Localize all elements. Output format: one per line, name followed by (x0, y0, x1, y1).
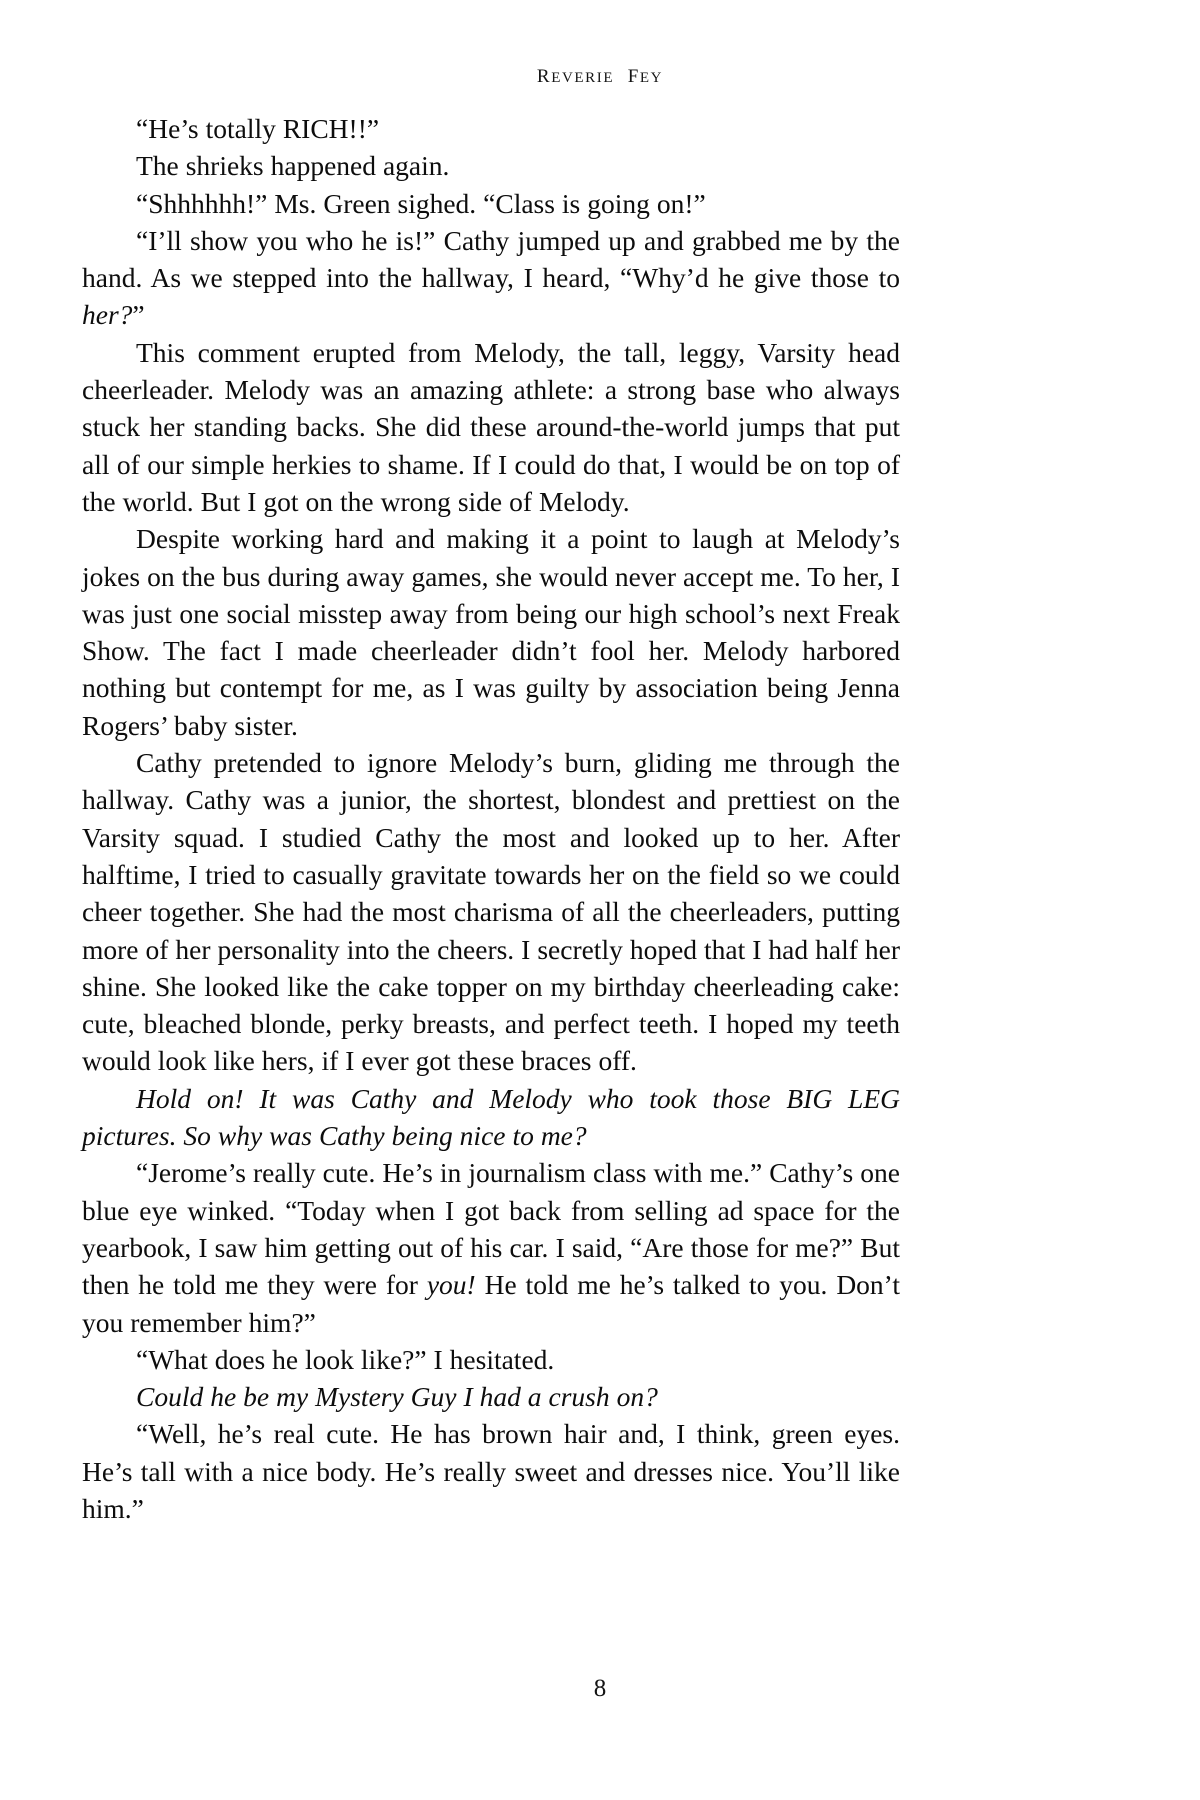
text-run: This comment erupted from Melody, the tall, leggy, Varsity head cheerleader. Melody was an amazing athlete: a strong base who always stuck her standing backs. She did these around-the-world jumps that put all of our simple herkies to shame. If I could do that, I would be on top of the world. But I got on the wrong side of Melody. (82, 336, 900, 517)
paragraph (82, 744, 900, 1080)
text-run: “He’s totally RICH!!” (136, 113, 380, 144)
page-number: 8 (593, 1675, 607, 1702)
paragraph (82, 1080, 900, 1155)
text-run: He told me he’s talked to you. Don’t you remember him?” (82, 1269, 900, 1338)
text-run: “Jerome’s really cute. He’s in journalism class with me.” Cathy’s one blue eye winked. “Today when I got back from selling ad space for the yearbook, I saw him getting out of his car. I said, “Are those for me?” But then he told me they were for (82, 1157, 900, 1301)
paragraph (82, 222, 900, 334)
running-head-word: reverie (536, 58, 615, 88)
paragraph (82, 1378, 900, 1415)
text-run: “I’ll show you who he is!” Cathy jumped up and grabbed me by the hand. As we stepped into the hallway, I heard, “Why’d he give those to (82, 224, 900, 294)
running-head (0, 58, 1200, 89)
italic-run: Hold on! It was Cathy and Melody who took those BIG LEG pictures. So why was Cathy being nice to me? (82, 1082, 900, 1152)
paragraph (82, 520, 900, 744)
paragraph (82, 1341, 900, 1378)
text-run: “Shhhhhh!” Ms. Green sighed. “Class is going on!” (136, 187, 706, 219)
paragraph (82, 334, 900, 520)
paragraph (82, 147, 900, 184)
paragraph (82, 110, 900, 147)
text-run: The shrieks happened again. (136, 150, 450, 182)
text-run: ” (132, 299, 145, 331)
italic-run: Could he be my Mystery Guy I had a crush on? (136, 1381, 658, 1413)
text-run: “Well, he’s real cute. He has brown hair and, I think, green eyes. He’s tall with a nice body. He’s really sweet and dresses nice. You’ll like him.” (82, 1418, 900, 1524)
italic-run: you! (426, 1269, 476, 1301)
paragraph (82, 1415, 900, 1527)
paragraph (82, 185, 900, 222)
text-run: Cathy pretended to ignore Melody’s burn, gliding me through the hallway. Cathy was a junior, the shortest, blondest and prettiest on the Varsity squad. I studied Cathy the most and looked up to her. After halftime, I tried to casually gravitate towards her on the field so we could cheer together. She had the most charisma of all the cheerleaders, putting more of her personality into the cheers. I secretly hoped that I had half her shine. She looked like the cake topper on my birthday cheerleading cake: cute, bleached blonde, perky breasts, and perfect teeth. I hoped my teeth would look like hers, if I ever got these braces off. (82, 747, 900, 1077)
paragraph (82, 1154, 900, 1340)
running-head-word: fey (627, 58, 664, 88)
body-text-block (82, 110, 900, 1527)
italic-run: her? (82, 299, 133, 331)
text-run: Despite working hard and making it a point to laugh at Melody’s jokes on the bus during away games, she would never accept me. To her, I was just one social misstep away from being our high school’s next Freak Show. The fact I made cheerleader didn’t fool her. Melody harbored nothing but contempt for me, as I was guilty by association being Jenna Rogers’ baby sister. (82, 523, 900, 741)
text-run: “What does he look like?” I hesitated. (136, 1343, 555, 1375)
